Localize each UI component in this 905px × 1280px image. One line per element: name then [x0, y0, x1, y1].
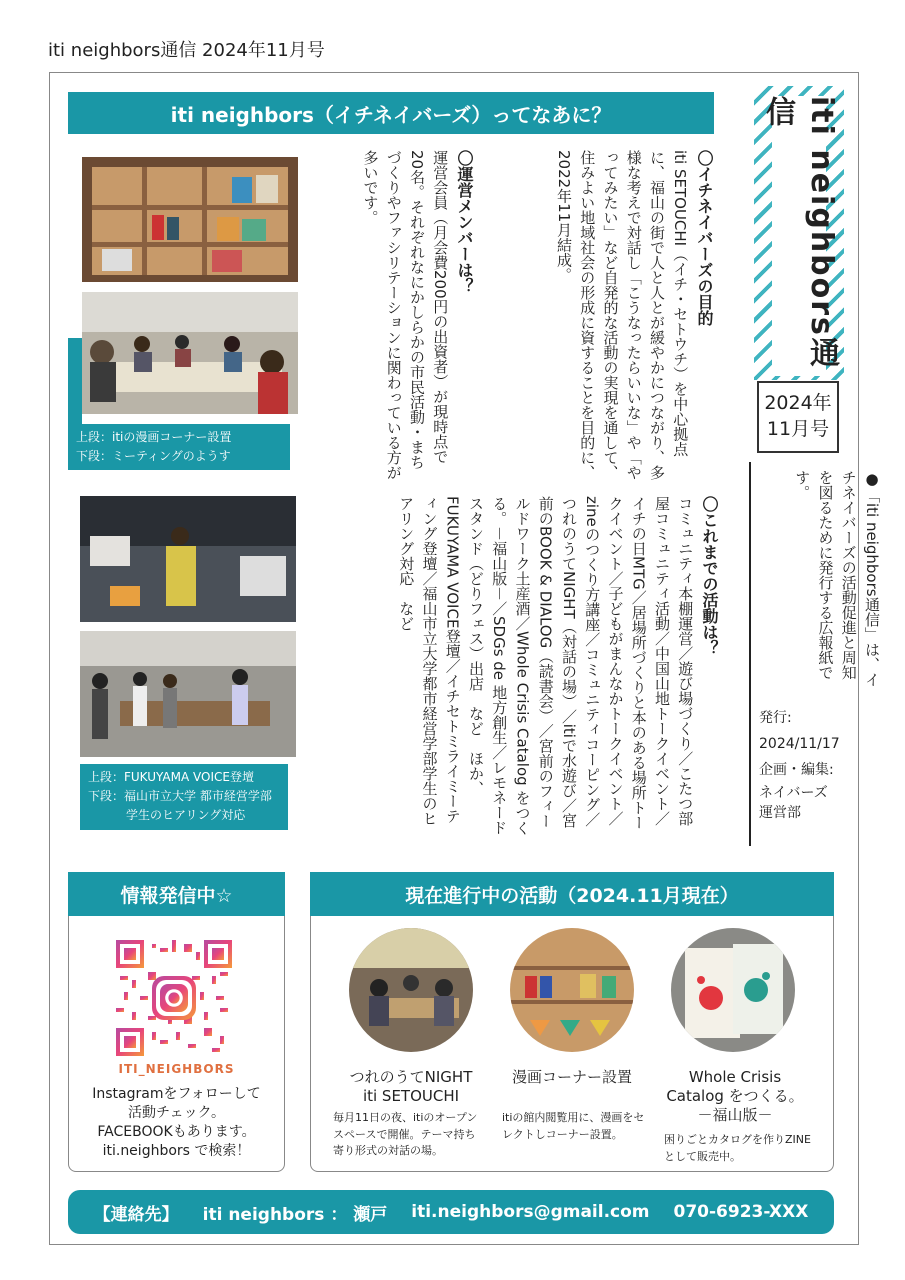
published-label: 発行: [759, 710, 792, 726]
masthead-title: iti neighbors通信 [772, 96, 826, 376]
purpose-heading: 〇イチネイバーズの目的 [695, 150, 714, 326]
activities-section [306, 496, 721, 836]
activity-title-line: Whole Crisis [688, 1068, 782, 1086]
activity-title-dialogue-night [328, 1068, 494, 1106]
caption-line: 学生のヒアリング対応 [126, 808, 246, 823]
activity-title-line: 漫画コーナー設置 [511, 1068, 632, 1086]
activity-title-manga-corner [494, 1068, 650, 1087]
activity-title-line: つれのうてNIGHT [349, 1068, 473, 1086]
caption-line: 上段：FUKUYAMA VOICE登壇 [88, 770, 254, 784]
contact-name: iti neighbors ： 瀬戸 [202, 1204, 388, 1225]
main-banner: iti neighbors（イチネイバーズ）ってなあに？ [68, 92, 714, 134]
activities-heading: 〇これまでの活動は？ [700, 496, 719, 656]
issue-year: 2024年 [764, 392, 832, 415]
activity-desc-dialogue-night: 毎月11日の夜、itiのオープンスペースで開催。テーマ持ち寄り形式の対話の場。 [333, 1111, 478, 1157]
activity-photo-dialogue-night [349, 928, 473, 1052]
activity-title-line: －福山版－ [697, 1105, 773, 1124]
published-date: 2024/11/17 [759, 735, 840, 752]
issue-date-box [757, 381, 839, 453]
publication-info [759, 706, 840, 824]
instagram-qr-code[interactable] [116, 940, 232, 1056]
photo-meeting [82, 292, 298, 414]
members-body: 運営会員（月会費200円の出資者）が現時点で20名。それぞれなにかしらかの市民活動・まちづくりやファシリテーションに関わっている方が多いです。 [361, 150, 450, 480]
info-text [68, 1085, 285, 1161]
info-line: iti.neighbors で検索！ [102, 1142, 251, 1159]
activity-photo-manga-corner [510, 928, 634, 1052]
document-title: iti neighbors通信 2024年11月号 [48, 40, 325, 61]
activity-title-crisis-catalog [655, 1068, 815, 1124]
activity-desc-manga-corner: itiの館内閲覧用に、漫画をセレクトしコーナー設置。 [502, 1111, 645, 1141]
editor-name-2: 運営部 [759, 804, 801, 821]
photo-caption-top [68, 424, 290, 470]
caption-line: 上段：itiの漫画コーナー設置 [76, 430, 232, 444]
info-line: FACEBOOKもあります。 [97, 1123, 256, 1140]
activity-photo-crisis-catalog [671, 928, 795, 1052]
activity-title-line: Catalog をつくる。 [666, 1086, 804, 1105]
qr-label: ITI_NEIGHBORS [118, 1062, 235, 1076]
activity-title-line: iti SETOUCHI [362, 1086, 460, 1105]
info-line: Instagramをフォローして [92, 1086, 261, 1102]
members-section [306, 150, 476, 480]
photo-caption-bottom [80, 764, 288, 830]
caption-line: 下段：ミーティングのようす [76, 449, 231, 464]
contact-email[interactable]: iti.neighbors@gmail.com [411, 1202, 650, 1222]
activities-body: コミュニティ本棚運営／遊び場づくり／こたつ部屋コミュニティ活動／中国山地トークイベント／イチの日MTG／居場所づくりと本のある場所トークイベント／子どもがまんなかトークイベント／zineのつくり方講座／コミュニティコーピング／つれのうてNIGHT（対話の場）／itiで水遊び／宮前のBOOK & DIALOG（読書会）／宮前のフィールドワーク土産酒／Whole Crisis Catalog をつくる。－福山版－／SDGs de 地方創生／レモネードスタンド（どりフェス）出店 など ほか、FUKUYAMA VOICE登壇／イチセトミライミーティング登壇／福山市立大学都市経営学部学生のヒアリング対応 など [397, 496, 695, 836]
purpose-section [536, 150, 716, 480]
current-activities-heading: 現在進行中の活動（2024.11月現在） [310, 872, 834, 916]
photo-fukuyama-voice [80, 496, 296, 622]
caption-accent [68, 338, 82, 424]
contact-phone[interactable]: 070-6923-XXX [673, 1202, 809, 1222]
info-line: 活動チェック。 [127, 1104, 226, 1121]
contact-bar [68, 1190, 834, 1234]
purpose-body: iti SETOUCHI（イチ・セトウチ）を中心拠点に、福山の街で人と人とが緩やかにつながり、多様な考えで対話し「こうなったらいいな」や「やってみたい」など自発的な活動の実現を通して、住みよい地域社会の形成に資することを目的に、2022年11月結成。 [554, 150, 690, 480]
editor-label: 企画・編集: [759, 761, 834, 778]
activity-desc-crisis-catalog: 困りごとカタログを作りZINEとして販売中。 [664, 1133, 811, 1163]
info-heading: 情報発信中☆ [68, 872, 285, 916]
editor-name: ネイバーズ [759, 784, 828, 801]
members-heading: 〇運営メンバーは？ [455, 150, 474, 294]
photo-manga-corner [82, 157, 298, 282]
sidebar-rule [749, 462, 751, 846]
photo-university-hearing [80, 631, 296, 757]
contact-label: 【連絡先】 [93, 1204, 179, 1225]
issue-month: 11月号 [766, 418, 830, 440]
newsletter-description: ●「iti neighbors通信」は、イチネイバーズの活動促進と周知を図るために発行する広報紙です。 [793, 470, 881, 687]
caption-line: 下段：福山市立大学 都市経営学部 [88, 789, 272, 804]
